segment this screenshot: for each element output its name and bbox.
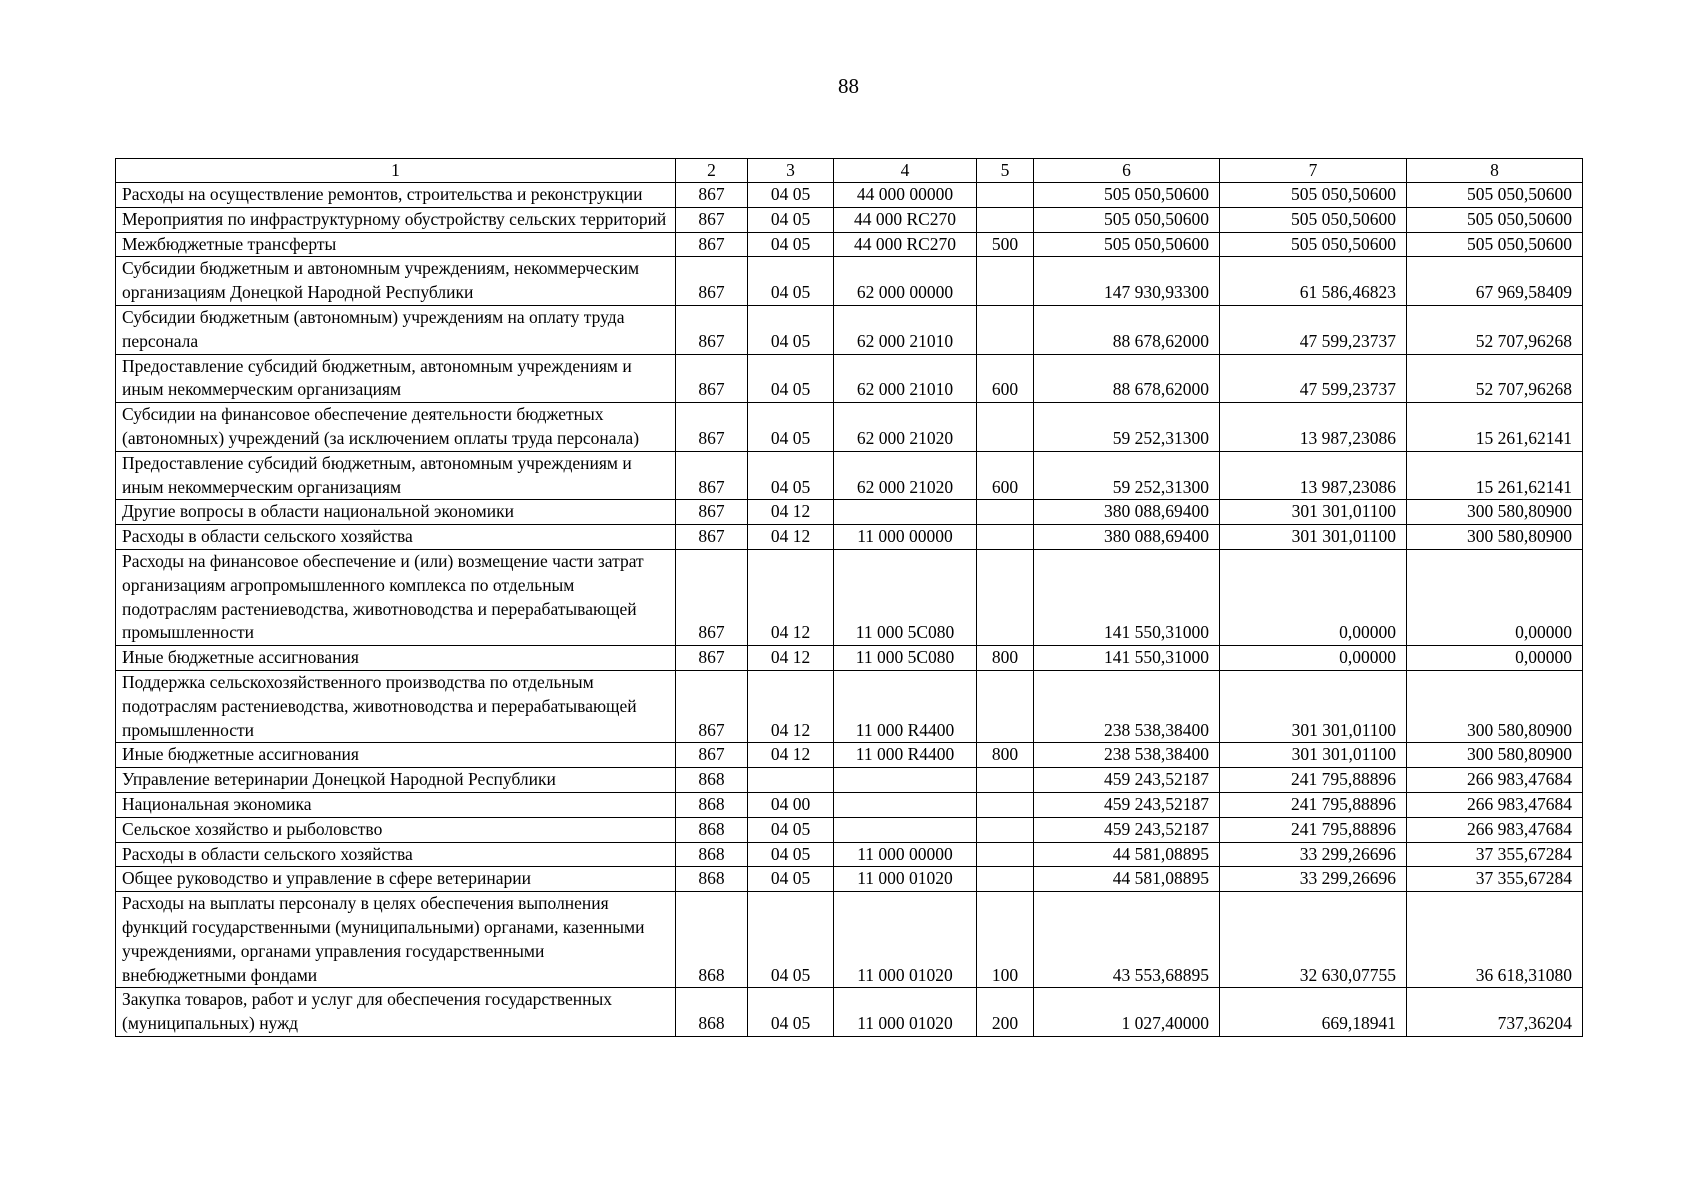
target-article-cell: 11 000 R4400 xyxy=(834,670,977,742)
department-code-cell: 867 xyxy=(676,354,748,403)
amount-col8-cell: 266 983,47684 xyxy=(1407,817,1583,842)
expense-type-cell: 600 xyxy=(977,451,1034,500)
table-row xyxy=(116,354,1583,403)
table-row xyxy=(116,403,1583,452)
target-article-cell xyxy=(834,817,977,842)
target-article-cell: 11 000 01020 xyxy=(834,867,977,892)
expense-name-cell: Иные бюджетные ассигнования xyxy=(116,743,676,768)
page-number: 88 xyxy=(838,74,859,98)
section-code-cell: 04 05 xyxy=(748,817,834,842)
section-code-cell xyxy=(748,768,834,793)
expense-type-cell: 100 xyxy=(977,892,1034,988)
expense-name-cell: Поддержка сельскохозяйственного производства по отдельным подотраслям растениеводства, животноводства и перерабатывающей промышленности xyxy=(116,670,676,742)
target-article-cell: 62 000 21020 xyxy=(834,403,977,452)
section-code-cell: 04 05 xyxy=(748,892,834,988)
table-row xyxy=(116,670,1583,742)
section-code-cell: 04 05 xyxy=(748,403,834,452)
department-code-cell: 867 xyxy=(676,670,748,742)
department-code-cell: 868 xyxy=(676,988,748,1037)
target-article-cell: 62 000 21010 xyxy=(834,354,977,403)
department-code-cell: 867 xyxy=(676,183,748,208)
expense-type-cell: 600 xyxy=(977,354,1034,403)
section-code-cell: 04 12 xyxy=(748,646,834,671)
department-code-cell: 867 xyxy=(676,549,748,645)
department-code-cell: 868 xyxy=(676,817,748,842)
table-row xyxy=(116,500,1583,525)
table-row xyxy=(116,842,1583,867)
expense-type-cell: 500 xyxy=(977,232,1034,257)
expense-type-cell: 800 xyxy=(977,743,1034,768)
table-row xyxy=(116,257,1583,306)
expense-type-cell xyxy=(977,257,1034,306)
expense-name-cell: Другие вопросы в области национальной экономики xyxy=(116,500,676,525)
amount-col7-cell: 0,00000 xyxy=(1220,646,1407,671)
section-code-cell: 04 00 xyxy=(748,792,834,817)
amount-col8-cell: 37 355,67284 xyxy=(1407,842,1583,867)
target-article-cell: 11 000 5C080 xyxy=(834,646,977,671)
department-code-cell: 868 xyxy=(676,842,748,867)
target-article-cell: 62 000 21010 xyxy=(834,305,977,354)
department-code-cell: 868 xyxy=(676,867,748,892)
amount-col7-cell: 0,00000 xyxy=(1220,549,1407,645)
amount-col7-cell: 505 050,50600 xyxy=(1220,232,1407,257)
section-code-cell: 04 05 xyxy=(748,867,834,892)
amount-col6-cell: 141 550,31000 xyxy=(1034,549,1220,645)
target-article-cell: 11 000 00000 xyxy=(834,842,977,867)
amount-col8-cell: 37 355,67284 xyxy=(1407,867,1583,892)
target-article-cell: 11 000 01020 xyxy=(834,988,977,1037)
amount-col6-cell: 44 581,08895 xyxy=(1034,867,1220,892)
amount-col6-cell: 505 050,50600 xyxy=(1034,207,1220,232)
amount-col6-cell: 238 538,38400 xyxy=(1034,670,1220,742)
table-row xyxy=(116,183,1583,208)
amount-col6-cell: 59 252,31300 xyxy=(1034,451,1220,500)
amount-col7-cell: 47 599,23737 xyxy=(1220,354,1407,403)
table-row xyxy=(116,768,1583,793)
column-header: 6 xyxy=(1034,159,1220,183)
expense-name-cell: Закупка товаров, работ и услуг для обеспечения государственных (муниципальных) нужд xyxy=(116,988,676,1037)
amount-col7-cell: 32 630,07755 xyxy=(1220,892,1407,988)
amount-col7-cell: 47 599,23737 xyxy=(1220,305,1407,354)
amount-col8-cell: 15 261,62141 xyxy=(1407,451,1583,500)
section-code-cell: 04 05 xyxy=(748,232,834,257)
expense-name-cell: Субсидии бюджетным и автономным учреждениям, некоммерческим организациям Донецкой Народной Республики xyxy=(116,257,676,306)
amount-col8-cell: 266 983,47684 xyxy=(1407,792,1583,817)
amount-col7-cell: 505 050,50600 xyxy=(1220,207,1407,232)
amount-col7-cell: 61 586,46823 xyxy=(1220,257,1407,306)
target-article-cell: 11 000 01020 xyxy=(834,892,977,988)
expense-name-cell: Расходы в области сельского хозяйства xyxy=(116,525,676,550)
target-article-cell xyxy=(834,500,977,525)
expense-name-cell: Управление ветеринарии Донецкой Народной Республики xyxy=(116,768,676,793)
expense-name-cell: Иные бюджетные ассигнования xyxy=(116,646,676,671)
department-code-cell: 867 xyxy=(676,207,748,232)
target-article-cell xyxy=(834,768,977,793)
expense-name-cell: Расходы на выплаты персоналу в целях обеспечения выполнения функций государственными (муниципальными) органами, казенными учреждениями, органами управления государственными внебюджетными фондами xyxy=(116,892,676,988)
amount-col8-cell: 737,36204 xyxy=(1407,988,1583,1037)
expense-type-cell xyxy=(977,403,1034,452)
amount-col6-cell: 1 027,40000 xyxy=(1034,988,1220,1037)
expense-type-cell xyxy=(977,500,1034,525)
amount-col6-cell: 44 581,08895 xyxy=(1034,842,1220,867)
expense-type-cell xyxy=(977,207,1034,232)
target-article-cell: 62 000 00000 xyxy=(834,257,977,306)
expense-type-cell xyxy=(977,768,1034,793)
amount-col6-cell: 380 088,69400 xyxy=(1034,525,1220,550)
section-code-cell: 04 05 xyxy=(748,305,834,354)
table-row xyxy=(116,867,1583,892)
department-code-cell: 867 xyxy=(676,743,748,768)
expense-name-cell: Межбюджетные трансферты xyxy=(116,232,676,257)
amount-col6-cell: 459 243,52187 xyxy=(1034,768,1220,793)
amount-col7-cell: 33 299,26696 xyxy=(1220,867,1407,892)
amount-col7-cell: 241 795,88896 xyxy=(1220,768,1407,793)
department-code-cell: 868 xyxy=(676,768,748,793)
target-article-cell xyxy=(834,792,977,817)
amount-col6-cell: 147 930,93300 xyxy=(1034,257,1220,306)
department-code-cell: 868 xyxy=(676,792,748,817)
column-header: 2 xyxy=(676,159,748,183)
amount-col6-cell: 459 243,52187 xyxy=(1034,792,1220,817)
amount-col7-cell: 33 299,26696 xyxy=(1220,842,1407,867)
expense-name-cell: Субсидии бюджетным (автономным) учреждениям на оплату труда персонала xyxy=(116,305,676,354)
amount-col6-cell: 238 538,38400 xyxy=(1034,743,1220,768)
expense-type-cell xyxy=(977,867,1034,892)
header-row xyxy=(116,159,1583,183)
expense-name-cell: Предоставление субсидий бюджетным, автономным учреждениям и иным некоммерческим организациям xyxy=(116,354,676,403)
amount-col8-cell: 300 580,80900 xyxy=(1407,500,1583,525)
expense-type-cell xyxy=(977,183,1034,208)
amount-col7-cell: 13 987,23086 xyxy=(1220,403,1407,452)
amount-col8-cell: 300 580,80900 xyxy=(1407,743,1583,768)
table-row xyxy=(116,792,1583,817)
amount-col6-cell: 141 550,31000 xyxy=(1034,646,1220,671)
expense-name-cell: Предоставление субсидий бюджетным, автономным учреждениям и иным некоммерческим организациям xyxy=(116,451,676,500)
target-article-cell: 11 000 00000 xyxy=(834,525,977,550)
department-code-cell: 867 xyxy=(676,500,748,525)
amount-col7-cell: 241 795,88896 xyxy=(1220,792,1407,817)
expense-type-cell xyxy=(977,792,1034,817)
amount-col8-cell: 266 983,47684 xyxy=(1407,768,1583,793)
amount-col7-cell: 301 301,01100 xyxy=(1220,525,1407,550)
table-row xyxy=(116,892,1583,988)
amount-col8-cell: 36 618,31080 xyxy=(1407,892,1583,988)
target-article-cell: 44 000 RC270 xyxy=(834,232,977,257)
target-article-cell: 62 000 21020 xyxy=(834,451,977,500)
amount-col6-cell: 59 252,31300 xyxy=(1034,403,1220,452)
expense-name-cell: Расходы в области сельского хозяйства xyxy=(116,842,676,867)
expense-name-cell: Сельское хозяйство и рыболовство xyxy=(116,817,676,842)
table-row xyxy=(116,232,1583,257)
target-article-cell: 11 000 5C080 xyxy=(834,549,977,645)
expense-type-cell xyxy=(977,305,1034,354)
amount-col7-cell: 505 050,50600 xyxy=(1220,183,1407,208)
amount-col7-cell: 241 795,88896 xyxy=(1220,817,1407,842)
amount-col8-cell: 0,00000 xyxy=(1407,549,1583,645)
expense-type-cell: 800 xyxy=(977,646,1034,671)
column-header: 4 xyxy=(834,159,977,183)
section-code-cell: 04 12 xyxy=(748,670,834,742)
amount-col7-cell: 669,18941 xyxy=(1220,988,1407,1037)
amount-col7-cell: 13 987,23086 xyxy=(1220,451,1407,500)
table-row xyxy=(116,451,1583,500)
department-code-cell: 867 xyxy=(676,451,748,500)
amount-col6-cell: 88 678,62000 xyxy=(1034,354,1220,403)
column-header: 8 xyxy=(1407,159,1583,183)
section-code-cell: 04 05 xyxy=(748,988,834,1037)
amount-col6-cell: 459 243,52187 xyxy=(1034,817,1220,842)
amount-col7-cell: 301 301,01100 xyxy=(1220,500,1407,525)
expense-type-cell xyxy=(977,525,1034,550)
amount-col8-cell: 505 050,50600 xyxy=(1407,207,1583,232)
amount-col8-cell: 300 580,80900 xyxy=(1407,525,1583,550)
section-code-cell: 04 05 xyxy=(748,257,834,306)
department-code-cell: 867 xyxy=(676,525,748,550)
department-code-cell: 867 xyxy=(676,646,748,671)
budget-table xyxy=(115,158,1583,1037)
target-article-cell: 11 000 R4400 xyxy=(834,743,977,768)
table-row xyxy=(116,646,1583,671)
column-header: 5 xyxy=(977,159,1034,183)
expense-type-cell xyxy=(977,670,1034,742)
table-row xyxy=(116,305,1583,354)
column-header: 7 xyxy=(1220,159,1407,183)
amount-col7-cell: 301 301,01100 xyxy=(1220,743,1407,768)
section-code-cell: 04 12 xyxy=(748,743,834,768)
amount-col6-cell: 505 050,50600 xyxy=(1034,232,1220,257)
section-code-cell: 04 05 xyxy=(748,354,834,403)
amount-col8-cell: 300 580,80900 xyxy=(1407,670,1583,742)
amount-col7-cell: 301 301,01100 xyxy=(1220,670,1407,742)
expense-type-cell xyxy=(977,817,1034,842)
amount-col6-cell: 380 088,69400 xyxy=(1034,500,1220,525)
expense-name-cell: Национальная экономика xyxy=(116,792,676,817)
expense-name-cell: Общее руководство и управление в сфере ветеринарии xyxy=(116,867,676,892)
amount-col8-cell: 52 707,96268 xyxy=(1407,305,1583,354)
table-row xyxy=(116,817,1583,842)
amount-col8-cell: 15 261,62141 xyxy=(1407,403,1583,452)
table-row xyxy=(116,549,1583,645)
department-code-cell: 868 xyxy=(676,892,748,988)
table-row xyxy=(116,988,1583,1037)
section-code-cell: 04 12 xyxy=(748,549,834,645)
expense-name-cell: Расходы на финансовое обеспечение и (или) возмещение части затрат организациям агропромышленного комплекса по отдельным подотраслям растениеводства, животноводства и перерабатывающей промышленности xyxy=(116,549,676,645)
amount-col8-cell: 505 050,50600 xyxy=(1407,183,1583,208)
amount-col6-cell: 505 050,50600 xyxy=(1034,183,1220,208)
expense-type-cell xyxy=(977,842,1034,867)
section-code-cell: 04 05 xyxy=(748,183,834,208)
amount-col6-cell: 88 678,62000 xyxy=(1034,305,1220,354)
amount-col8-cell: 52 707,96268 xyxy=(1407,354,1583,403)
section-code-cell: 04 05 xyxy=(748,451,834,500)
target-article-cell: 44 000 RC270 xyxy=(834,207,977,232)
table-row xyxy=(116,525,1583,550)
department-code-cell: 867 xyxy=(676,257,748,306)
amount-col8-cell: 67 969,58409 xyxy=(1407,257,1583,306)
column-header: 3 xyxy=(748,159,834,183)
expense-name-cell: Субсидии на финансовое обеспечение деятельности бюджетных (автономных) учреждений (за исключением оплаты труда персонала) xyxy=(116,403,676,452)
section-code-cell: 04 05 xyxy=(748,842,834,867)
section-code-cell: 04 12 xyxy=(748,525,834,550)
amount-col6-cell: 43 553,68895 xyxy=(1034,892,1220,988)
expense-name-cell: Мероприятия по инфраструктурному обустройству сельских территорий xyxy=(116,207,676,232)
department-code-cell: 867 xyxy=(676,232,748,257)
table-body xyxy=(116,183,1583,1037)
section-code-cell: 04 12 xyxy=(748,500,834,525)
amount-col8-cell: 0,00000 xyxy=(1407,646,1583,671)
section-code-cell: 04 05 xyxy=(748,207,834,232)
amount-col8-cell: 505 050,50600 xyxy=(1407,232,1583,257)
column-header: 1 xyxy=(116,159,676,183)
department-code-cell: 867 xyxy=(676,305,748,354)
expense-type-cell xyxy=(977,549,1034,645)
department-code-cell: 867 xyxy=(676,403,748,452)
expense-type-cell: 200 xyxy=(977,988,1034,1037)
table-row xyxy=(116,207,1583,232)
table-row xyxy=(116,743,1583,768)
expense-name-cell: Расходы на осуществление ремонтов, строительства и реконструкции xyxy=(116,183,676,208)
target-article-cell: 44 000 00000 xyxy=(834,183,977,208)
